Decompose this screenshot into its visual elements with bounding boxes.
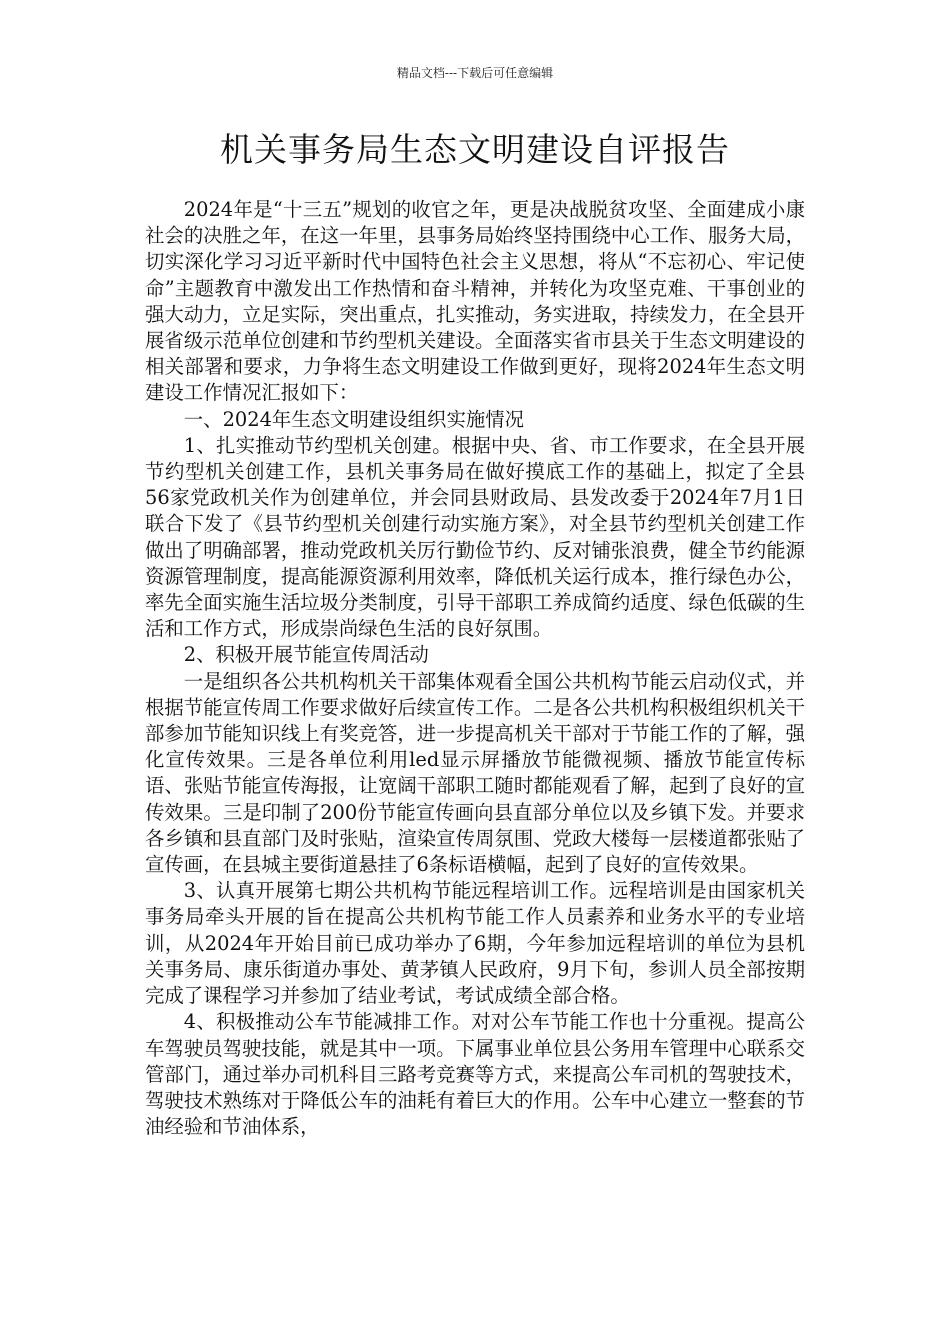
paragraph-item-4: 4、积极推动公车节能减排工作。对对公车节能工作也十分重视。提高公车驾驶员驾驶技能，就是其中一项。下属事业单位县公务用车管理中心联系交管部门，通过举办司机科目三路考竞赛等方式，来提高公车司机的驾驶技术，驾驶技术熟练对于降低公车的油耗有着巨大的作用。公车中心建立一整套的节油经验和节油体系， xyxy=(145,1010,805,1139)
paragraph-item-3: 3、认真开展第七期公共机构节能远程培训工作。远程培训是由国家机关事务局牵头开展的旨在提高公共机构节能工作人员素养和业务水平的专业培训，从2024年开始目前已成功举办了6期，今年参加远程培训的单位为县机关事务局、康乐街道办事处、黄茅镇人民政府，9月下旬，参训人员全部按期完成了课程学习并参加了结业考试，考试成绩全部合格。 xyxy=(145,879,805,1008)
page-header-note: 精品文档---下载后可任意编辑 xyxy=(396,66,554,80)
paragraph-item-1: 1、扎实推动节约型机关创建。根据中央、省、市工作要求，在全县开展节约型机关创建工作，县机关事务局在做好摸底工作的基础上，拟定了全县56家党政机关作为创建单位，并会同县财政局、县发改委于2024年7月1日联合下发了《县节约型机关创建行动实施方案》，对全县节约型机关创建工作做出了明确部署，推动党政机关厉行勤俭节约、反对铺张浪费，健全节约能源资源管理制度，提高能源资源利用效率，降低机关运行成本，推行绿色办公，率先全面实施生活垃圾分类制度，引导干部职工养成简约适度、绿色低碳的生活和工作方式，形成崇尚绿色生活的良好氛围。 xyxy=(145,433,805,641)
paragraph-item-2-body: 一是组织各公共机构机关干部集体观看全国公共机构节能云启动仪式，并根据节能宣传周工作要求做好后续宣传工作。二是各公共机构积极组织机关干部参加节能知识线上有奖竞答，进一步提高机关干部对于节能工作的了解，强化宣传效果。三是各单位利用led显示屏播放节能微视频、播放节能宣传标语、张贴节能宣传海报，让宽阔干部职工随时都能观看了解，起到了良好的宣传效果。三是印制了200份节能宣传画向县直部分单位以及乡镇下发。并要求各乡镇和县直部门及时张贴，渲染宣传周氛围、党政大楼每一层楼道都张贴了宣传画，在县城主要街道悬挂了6条标语横幅，起到了良好的宣传效果。 xyxy=(145,669,805,877)
document-body xyxy=(145,197,805,1140)
document-title: 机关事务局生态文明建设自评报告 xyxy=(220,130,730,169)
intro-paragraph: 2024年是“十三五”规划的收官之年，更是决战脱贫攻坚、全面建成小康社会的决胜之年，在这一年里，县事务局始终坚持围绕中心工作、服务大局，切实深化学习习近平新时代中国特色社会主义思想，将从“不忘初心、牢记使命”主题教育中激发出工作热情和奋斗精神，并转化为攻坚克难、干事创业的强大动力，立足实际，突出重点，扎实推动，务实进取，持续发力，在全县开展省级示范单位创建和节约型机关建设。全面落实省市县关于生态文明建设的相关部署和要求，力争将生态文明建设工作做到更好，现将2024年生态文明建设工作情况汇报如下： xyxy=(145,198,805,405)
subheading-item-2: 2、积极开展节能宣传周活动 xyxy=(183,643,429,667)
section-heading-1: 一、2024年生态文明建设组织实施情况 xyxy=(183,407,525,431)
